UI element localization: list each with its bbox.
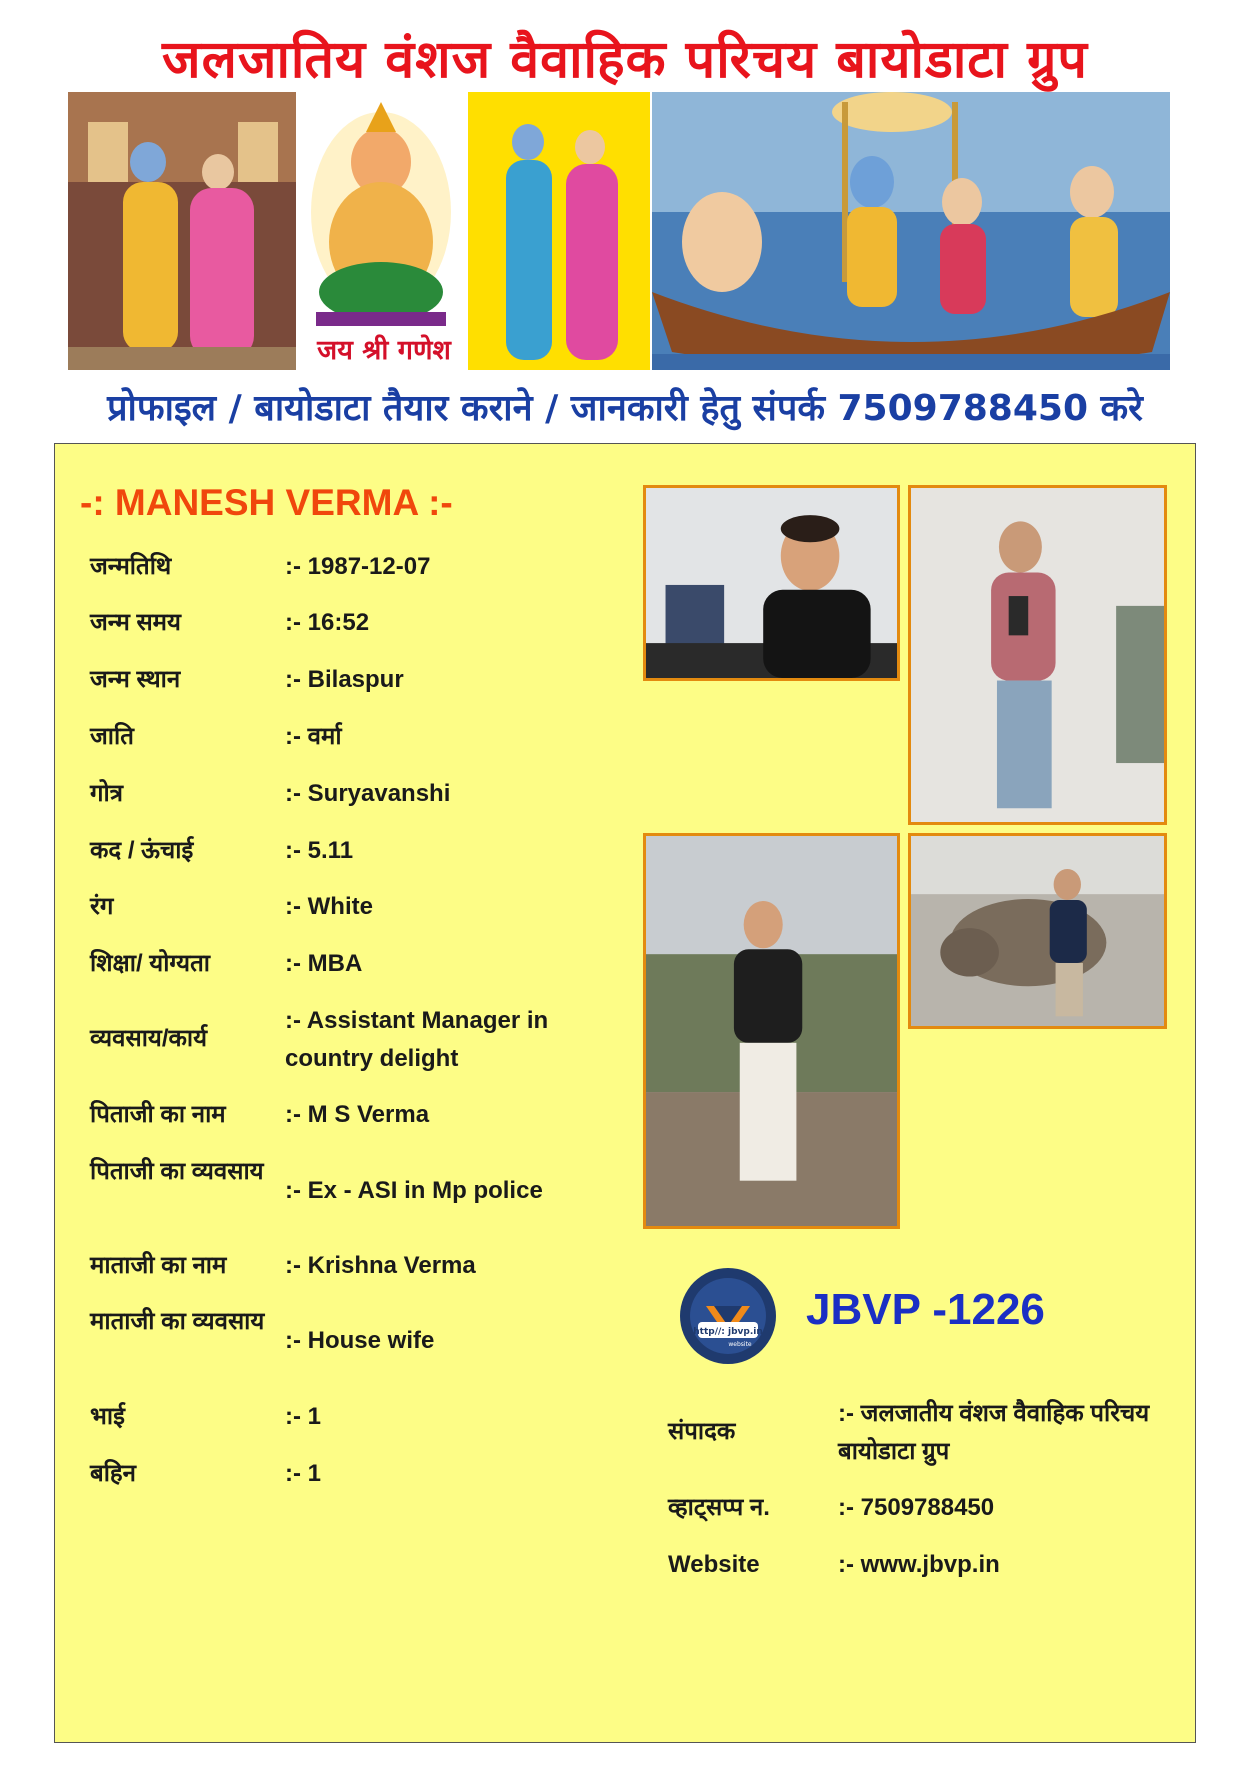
editor-label: Website <box>668 1551 760 1578</box>
field-value: :- Suryavanshi <box>285 780 451 807</box>
editor-value: :- www.jbvp.in <box>838 1551 1000 1578</box>
field-value: :- 16:52 <box>285 609 370 636</box>
contact-line: प्रोफाइल / बायोडाटा तैयार कराने / जानकारी हेतु संपर्क 7509788450 करे <box>107 388 1143 429</box>
field-value: :- White <box>285 893 373 920</box>
photo-outdoor <box>643 833 900 1229</box>
field-label: व्यवसाय/कार्य <box>90 1025 208 1052</box>
jbvp-logo <box>678 1266 778 1366</box>
field-label: शिक्षा/ योग्यता <box>90 950 210 977</box>
field-label: बहिन <box>90 1460 136 1487</box>
field-label: कद / ऊंचाई <box>90 837 194 864</box>
editor-label: व्हाट्सप्प न. <box>668 1494 770 1521</box>
field-value: :- Ex - ASI in Mp police <box>285 1177 543 1204</box>
photo-selfie <box>643 485 900 681</box>
ganesh-caption: जय श्री गणेश <box>317 335 451 366</box>
field-value: :- 5.11 <box>285 837 354 864</box>
page-title: जलजातिय वंशज वैवाहिक परिचय बायोडाटा ग्रुप <box>162 30 1088 90</box>
photo-mirror-selfie <box>908 485 1167 825</box>
field-label: रंग <box>90 893 114 920</box>
banner-image-ganesh <box>296 92 466 370</box>
field-value: :- 1987-12-07 <box>285 553 431 580</box>
field-value: :- वर्मा <box>285 723 342 750</box>
field-label: पिताजी का व्यवसाय <box>90 1158 264 1185</box>
banner-image-ram-sita <box>468 92 650 370</box>
field-value: :- Bilaspur <box>285 666 404 693</box>
field-label: जन्म समय <box>90 609 181 636</box>
profile-name: -: MANESH VERMA :- <box>80 482 453 523</box>
field-label: माताजी का व्यवसाय <box>90 1308 265 1335</box>
logo-url-text: http//: jbvp.in <box>693 1327 763 1337</box>
field-label: जाति <box>90 723 134 750</box>
field-label: गोत्र <box>90 780 123 807</box>
field-label: जन्म स्थान <box>90 666 181 693</box>
field-value: :- Krishna Verma <box>285 1252 476 1279</box>
field-value: :- House wife <box>285 1327 435 1354</box>
field-label: माताजी का नाम <box>90 1252 227 1279</box>
logo-sub-text: website <box>728 1341 752 1348</box>
field-value: :- M S Verma <box>285 1101 430 1128</box>
field-value: :- 1 <box>285 1460 321 1487</box>
editor-value: :- जलजातीय वंशज वैवाहिक परिचय बायोडाटा ग्रुप <box>838 1400 1150 1465</box>
field-label: जन्मतिथि <box>90 553 172 580</box>
field-value: :- MBA <box>285 950 363 977</box>
field-label: पिताजी का नाम <box>90 1101 226 1128</box>
field-value: :- 1 <box>285 1403 321 1430</box>
editor-label: संपादक <box>668 1418 736 1445</box>
field-value: :- Assistant Manager in country delight <box>285 1007 549 1072</box>
photo-museum <box>908 833 1167 1029</box>
profile-code: JBVP -1226 <box>806 1285 1045 1334</box>
field-label: भाई <box>90 1403 125 1430</box>
editor-value: :- 7509788450 <box>838 1494 995 1521</box>
banner-image-boat-scene <box>652 92 1170 370</box>
banner-image-ram-sita-wedding <box>68 92 296 370</box>
